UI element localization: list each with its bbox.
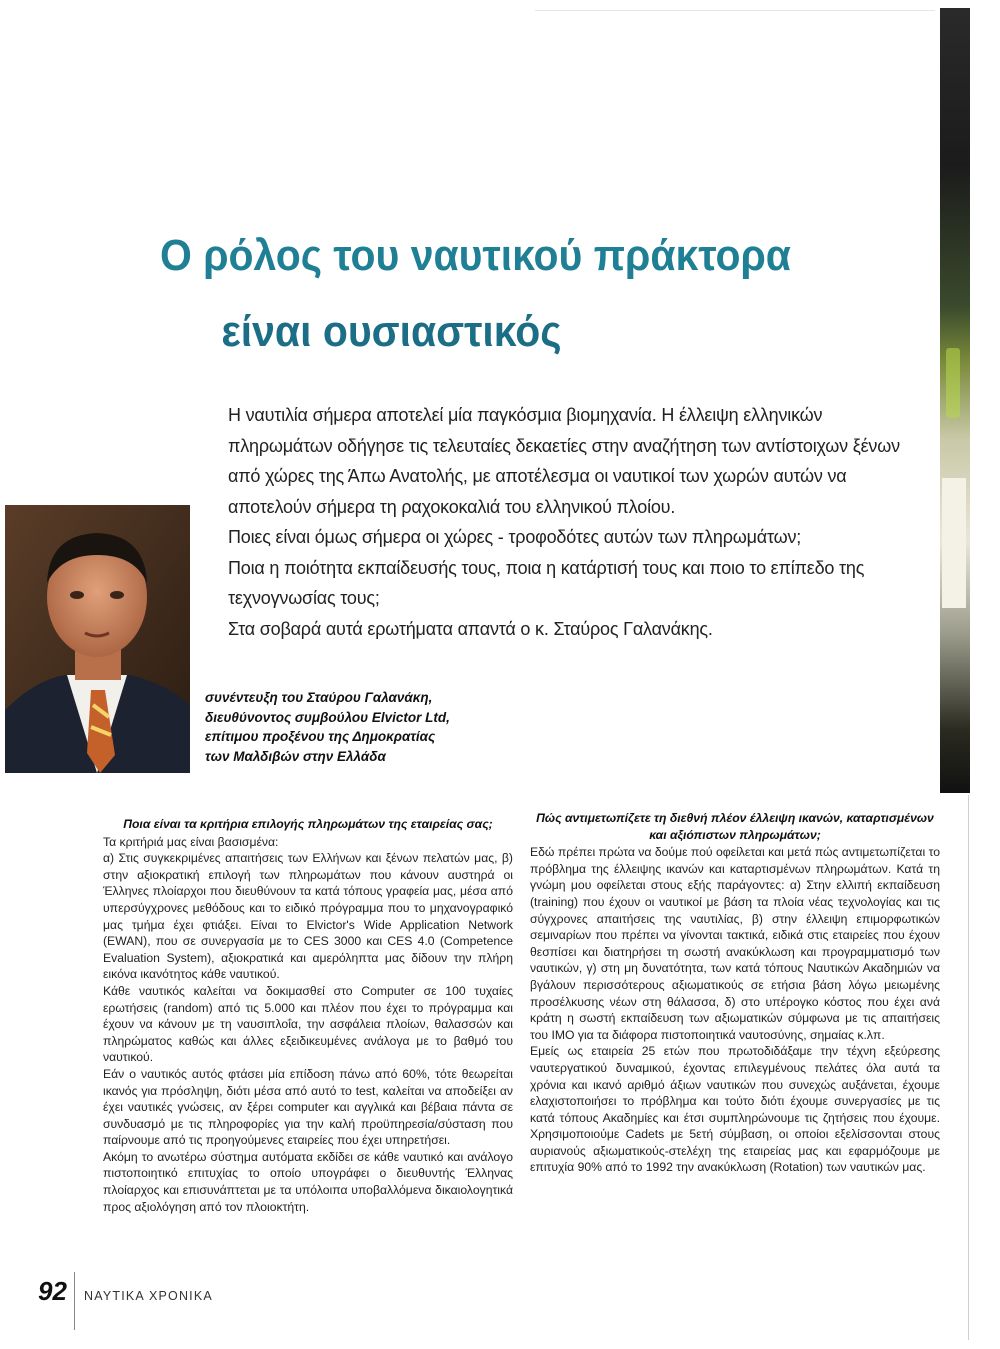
right-paragraph: Εδώ πρέπει πρώτα να δούμε πού οφείλεται και μετά πώς αντιμετωπίζεται το πρόβλημα της έλλειψης ικανών και καταρτισμένων πληρωμάτων. Κατά τη γνώμη μου οφείλεται στους εξής παράγοντες: α) Στην ελλιπή εκπαίδευση (training) που έχουν οι ναυτικοί με βάση τα πλοία νέας τεχνολογίας και τις σύγχρονες απαιτήσεις της ναυτιλίας, β) στην έλλειψη επιμορφωτικών σεμιναρίων που πρέπει να γίνονται τακτικά, ειδικά στις εταιρείες που έχουν θεσπίσει και διατηρήσει τη σωστή ανακύκλωση και προγραμματισμό των ναυτικών, γ) στη μη δυνατότητα, των κατά τόπους Ναυτικών Ακαδημιών να βγάλουν περισσότερους αξιωματικούς σε ετήσια βάση λόγω μειωμένης προσέλκυσης νέων στη θάλασσα, δ) στο υπέρογκο κόστος που έχει ανά κράτη η σωστή εκπαίδευση των αξιωματικών σύμφωνα με τις απαιτήσεις του ΙΜΟ για τα διάφορα πιστοποιητικά ναυτοσύνης, σημαίας κ.λπ. bbox=[530, 845, 940, 1042]
left-question: Ποια είναι τα κριτήρια επιλογής πληρωμάτων της εταιρείας σας; bbox=[123, 817, 493, 831]
right-column bbox=[530, 810, 940, 1176]
article-title bbox=[160, 218, 867, 369]
intro-paragraph: Ποιες είναι όμως σήμερα οι χώρες - τροφοδότες αυτών των πληρωμάτων; bbox=[228, 527, 802, 547]
title-line-2: είναι ουσιαστικός bbox=[221, 306, 562, 356]
intro-lead bbox=[228, 400, 928, 644]
intro-paragraph: Η ναυτιλία σήμερα αποτελεί μία παγκόσμια βιομηχανία. Η έλλειψη ελληνικών πληρωμάτων οδήγησε τις τελευταίες δεκαετίες στην αναζήτηση των αντίστοιχων ξένων από χώρες της Άπω Ανατολής, με αποτέλεσμα οι ναυτικοί των χωρών αυτών να αποτελούν σήμερα τη ραχοκοκαλιά του ελληνικού πλοίου. bbox=[228, 405, 900, 517]
interviewee-portrait bbox=[5, 505, 190, 773]
caption-line: επίτιμου προξένου της Δημοκρατίας bbox=[205, 729, 436, 744]
caption-line: των Μαλδιβών στην Ελλάδα bbox=[205, 748, 386, 764]
caption-line: συνέντευξη του Σταύρου Γαλανάκη, bbox=[205, 690, 433, 705]
strip-highlight bbox=[946, 348, 960, 418]
portrait-illustration bbox=[5, 505, 190, 773]
strip-light-area bbox=[942, 478, 966, 608]
side-photo-strip bbox=[940, 8, 970, 793]
photo-caption bbox=[205, 688, 505, 766]
top-divider bbox=[535, 10, 935, 11]
intro-paragraph: Ποια η ποιότητα εκπαίδευσής τους, ποια η κατάρτισή τους και ποιο το επίπεδο της τεχνογνωσίας τους; bbox=[228, 557, 865, 608]
caption-line: διευθύνοντος συμβούλου Elvictor Ltd, bbox=[205, 709, 450, 725]
footer-divider bbox=[74, 1272, 75, 1330]
right-margin-rule bbox=[968, 795, 969, 1340]
right-question: Πώς αντιμετωπίζετε τη διεθνή πλέον έλλειψη ικανών, καταρτισμένων και αξιόπιστων πληρωμάτων; bbox=[536, 811, 934, 842]
intro-paragraph: Στα σοβαρά αυτά ερωτήματα απαντά ο κ. Σταύρος Γαλανάκης. bbox=[228, 618, 713, 639]
title-line-1: Ο ρόλος του ναυτικού πράκτορα bbox=[160, 231, 791, 280]
left-paragraph: Ακόμη το ανωτέρω σύστημα αυτόματα εκδίδει σε κάθε ναυτικό και ανάλογο πιστοποιητικό επιτυχίας το οποίο υπογράφει ο διευθυντής Έλληνας πλοίαρχος και επισυνάπτεται με τα υπόλοιπα υποβαλλόμενα δικαιολογητικά προς αξιολόγηση από τον πλοιοκτήτη. bbox=[103, 1149, 513, 1214]
left-paragraph: Εάν ο ναυτικός αυτός φτάσει μία επίδοση πάνω από 60%, τότε θεωρείται ικανός για πρόσληψη, διότι μέσα από αυτό το test, καλείται να αποδείξει αν έχει ναυτικές γνώσεις, αν ξέρει computer και αγγλικά και βέβαια πάντα σε συνδυασμό με τις πληροφορίες για την καλή προϋπηρεσία/σύσταση που παίρνουμε από τις προηγούμενες εταιρείες που έχει υπηρετήσει. bbox=[103, 1066, 513, 1148]
left-paragraph: α) Στις συγκεκριμένες απαιτήσεις των Ελλήνων και ξένων πελατών μας, β) στην αξιοκρατική επιλογή των πληρωμάτων που κάνουν αυστηρά οι Έλληνες πλοίαρχοι που διευθύνουν τα κατά τόπους γραφεία μας, μέσα από υπερσύγχρονες μεθόδους και το ειδικό πρόγραμμα που το μηχανογραφικό μας τμήμα έχει φτιάξει. Είναι το Elvictor's Wide Application Network (EWAN), που σε συνεργασία με το CES 3000 και CES 4.0 (Competence Evaluation System), αξιοκρατικά και αμερόληπτα μας δίδουν την πλήρη εικόνα ικανότητος κάθε ναυτικού. bbox=[103, 851, 513, 982]
page-number: 92 bbox=[38, 1276, 67, 1306]
left-column bbox=[103, 816, 513, 1215]
right-paragraph: Εμείς ως εταιρεία 25 ετών που πρωτοδιδάξαμε την τέχνη εξεύρεσης ναυτεργατικού δυναμικού, έχοντας επιλεγμένους πελάτες όλα αυτά τα χρόνια και ικανό αριθμό άξιων ναυτικών που συνεχώς αυξάνεται, έχουμε ελαχιστοποιήσει το πρόβλημα και τούτο διότι έχουμε συνεργασίες με τις κατά τόπους Ακαδημίες και έτσι συμπληρώνουμε τις ζητήσεις που έχουμε. Χρησιμοποιούμε Cadets με 5ετή σύμβαση, οι οποίοι εξελίσσονται στους αυριανούς αξιωματικούς-στελέχη της εταιρείας μας και εφαρμόζουμε με επιτυχία 90% από το 1992 την ανακύκλωση (Rotation) των ναυτικών μας. bbox=[530, 1044, 940, 1175]
left-paragraph: Κάθε ναυτικός καλείται να δοκιμασθεί στο Computer σε 100 τυχαίες ερωτήσεις (random) από τις 5.000 και πλέον που έχει το πρόγραμμα και έχουν να κάνουν με τη ναυσιπλοΐα, την ασφάλεια πλοίων, θαλασσών και πληρώματος καθώς και άλλες εξειδικευμένες ανάλογα με το βαθμό του ναυτικού. bbox=[103, 983, 513, 1065]
magazine-name: ΝΑΥΤΙΚΑ ΧΡΟΝΙΚΑ bbox=[84, 1289, 213, 1303]
left-paragraph: Τα κριτήριά μας είναι βασισμένα: bbox=[103, 834, 279, 849]
